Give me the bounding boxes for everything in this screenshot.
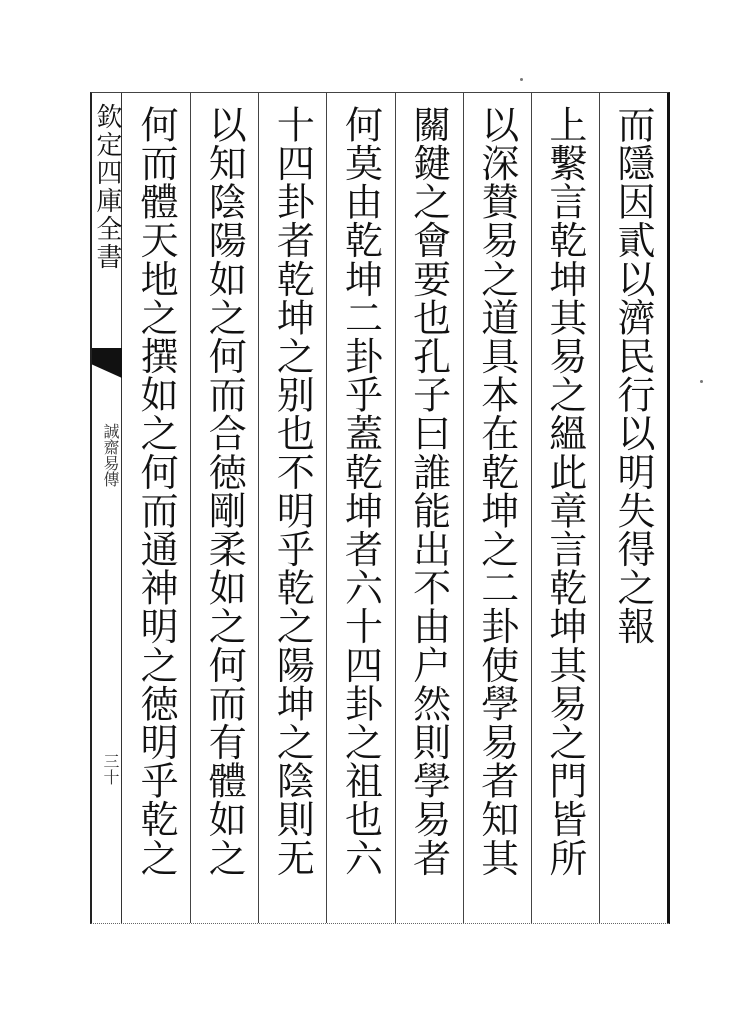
page-frame xyxy=(90,92,670,924)
ink-speck xyxy=(520,78,523,81)
text-line: 以知陰陽如之何而合徳剛柔如之何而有體如之 xyxy=(202,105,247,877)
text-column-6 xyxy=(258,93,326,923)
text-column-5 xyxy=(326,93,394,923)
book-title: 誠齋易傳 xyxy=(101,423,120,487)
text-line: 以深賛易之道具本在乾坤之二卦使學易者知其 xyxy=(474,105,519,877)
text-line: 十四卦者乾坤之别也不明乎乾之陽坤之陰則无 xyxy=(270,105,315,877)
ink-speck xyxy=(700,380,703,383)
text-line: 關鍵之會要也孔子曰誰能出不由户然則學易者 xyxy=(406,105,451,877)
text-columns xyxy=(122,93,667,923)
text-line: 而隱因貳以濟民行以明失得之報 xyxy=(611,105,655,646)
margin-band xyxy=(92,93,122,923)
text-column-4 xyxy=(395,93,463,923)
text-line: 上繫言乾坤其易之縕此章言乾坤其易之門皆所 xyxy=(542,105,587,877)
text-line: 何而體天地之撰如之何而通神明之徳明乎乾之 xyxy=(134,105,179,877)
text-column-8 xyxy=(122,93,190,923)
text-column-7 xyxy=(190,93,258,923)
fishtail-mark xyxy=(92,348,122,378)
text-line: 何莫由乾坤二卦乎蓋乾坤者六十四卦之祖也六 xyxy=(338,105,383,877)
text-column-3 xyxy=(463,93,531,923)
collection-title: 欽定四庫全書 xyxy=(92,103,122,271)
page-number: 三十 xyxy=(101,753,120,785)
text-column-1 xyxy=(599,93,667,923)
text-column-2 xyxy=(531,93,599,923)
